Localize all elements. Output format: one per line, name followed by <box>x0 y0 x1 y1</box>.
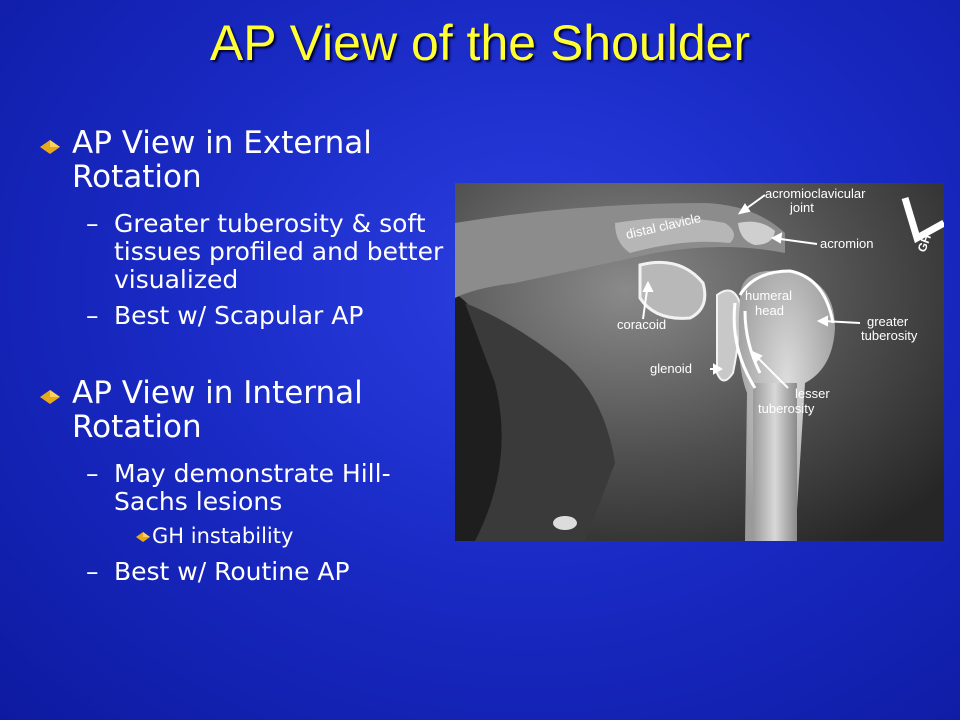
shoulder-xray-image <box>455 183 944 541</box>
dash-marker: – <box>86 557 99 586</box>
subpoint-text: Greater tuberosity & soft tissues profiled and better visualized <box>114 209 444 294</box>
dash-marker: – <box>86 301 99 330</box>
subpoint <box>40 558 460 586</box>
label-greater: greater <box>867 314 909 329</box>
bullet-external-rotation <box>40 126 460 194</box>
label-acromioclavicular: acromioclavicular <box>765 186 866 201</box>
subpoint <box>40 460 460 516</box>
diamond-bullet-icon <box>136 532 150 542</box>
sub-subpoint <box>40 524 460 548</box>
bullet-heading: AP View in Internal Rotation <box>72 375 363 445</box>
dash-marker: – <box>86 459 99 488</box>
label-distal-clavicle: distal clavicle <box>624 210 703 242</box>
label-tuberosity-lesser: tuberosity <box>758 401 815 416</box>
bullet-heading: AP View in External Rotation <box>72 125 372 195</box>
dash-marker: – <box>86 209 99 238</box>
label-marker: GH <box>914 232 934 255</box>
subpoint <box>40 302 460 330</box>
label-head: head <box>755 303 784 318</box>
diamond-bullet-icon <box>40 140 60 154</box>
label-coracoid: coracoid <box>617 317 667 332</box>
marker-ellipse <box>553 516 577 530</box>
subpoint <box>40 210 460 294</box>
subpoint-text: Best w/ Routine AP <box>114 557 350 586</box>
label-tuberosity-greater: tuberosity <box>861 328 918 343</box>
sub-subpoint-text: GH instability <box>152 524 294 548</box>
subpoint-text: Best w/ Scapular AP <box>114 301 364 330</box>
slide-title: AP View of the Shoulder <box>209 15 751 71</box>
bullet-list <box>40 126 460 586</box>
label-acromion: acromion <box>820 236 874 251</box>
label-humeral: humeral <box>745 288 792 303</box>
subpoint-text: May demonstrate Hill-Sachs lesions <box>114 459 391 516</box>
bullet-internal-rotation <box>40 376 460 444</box>
label-glenoid: glenoid <box>650 361 692 376</box>
label-lesser: lesser <box>795 386 830 401</box>
label-joint: joint <box>790 200 814 215</box>
diamond-bullet-icon <box>40 390 60 404</box>
